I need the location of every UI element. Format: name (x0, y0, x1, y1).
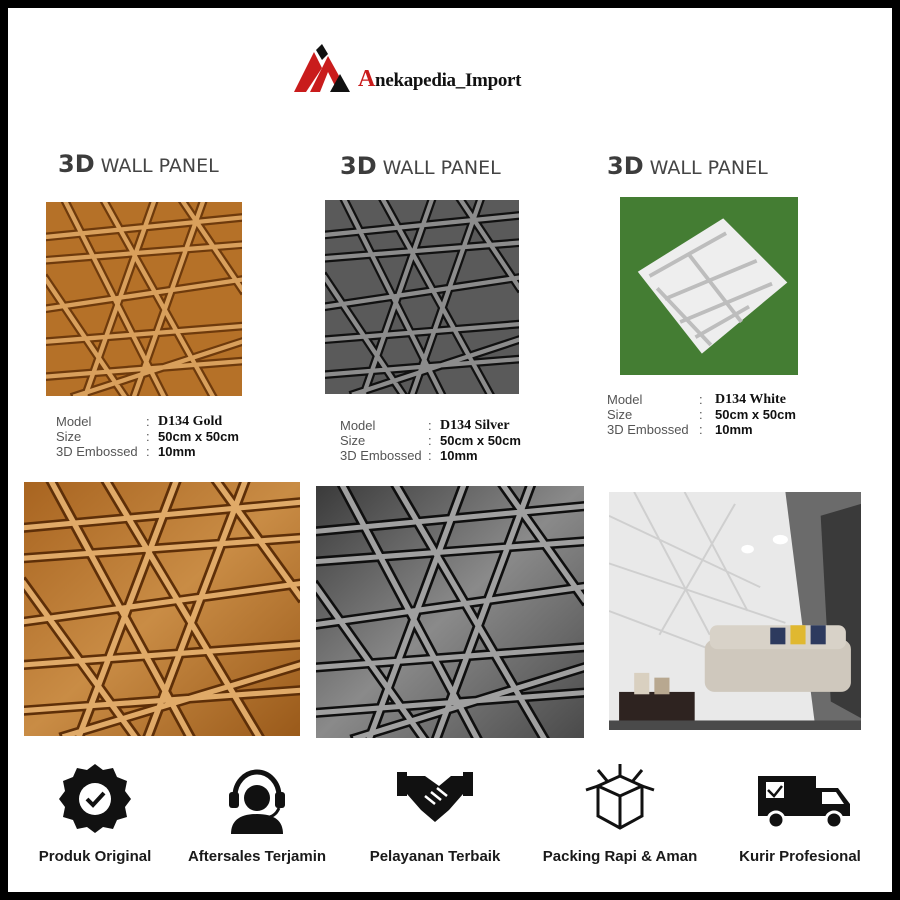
award-badge-icon (55, 762, 135, 834)
silver-specs: Model : D134 Silver Size : 50cm x 50cm 3D Embossed : 10mm (340, 418, 521, 463)
brand-logo (292, 44, 552, 94)
feature-kurir: Kurir Profesional (715, 762, 885, 872)
feature-pelayanan: Pelayanan Terbaik (350, 762, 520, 872)
panel-title-gold: 3D WALL PANEL (58, 150, 219, 178)
delivery-truck-icon (740, 762, 860, 834)
white-panel-image (620, 197, 798, 375)
gold-panel-image (46, 202, 242, 396)
brand-mark-icon (292, 44, 358, 94)
package-box-icon (580, 762, 660, 834)
room-installation-photo (609, 492, 861, 730)
feature-aftersales: Aftersales Terjamin (172, 762, 342, 872)
silver-panel-image (325, 200, 519, 394)
panel-title-white: 3D WALL PANEL (607, 152, 768, 180)
feature-packing: Packing Rapi & Aman (535, 762, 705, 872)
panel-title-silver: 3D WALL PANEL (340, 152, 501, 180)
white-specs: Model : D134 White Size : 50cm x 50cm 3D Embossed : 10mm (607, 392, 796, 437)
feature-produk-original: Produk Original (10, 762, 180, 872)
headset-support-icon (217, 762, 297, 834)
silver-panel-closeup (316, 486, 584, 738)
handshake-icon (395, 762, 475, 834)
gold-panel-closeup (24, 482, 300, 736)
brand-name: Anekapedia_Import (358, 66, 522, 92)
gold-specs: Model : D134 Gold Size : 50cm x 50cm 3D Embossed : 10mm (56, 414, 239, 459)
